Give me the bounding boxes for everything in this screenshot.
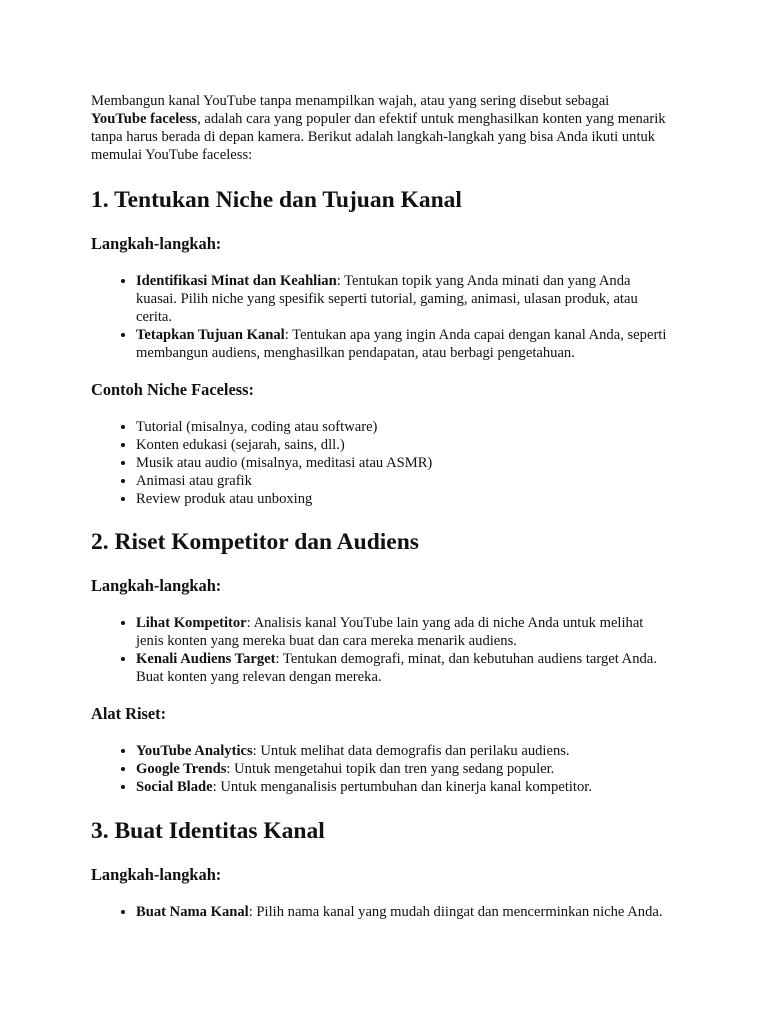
list-item [136,326,668,362]
list-item-text: : Tentukan apa yang ingin Anda capai dengan kanal Anda, seperti membangun audiens, menghasilkan pendapatan, atau berbagi pengetahuan. [136,327,667,361]
intro-paragraph [91,92,668,164]
list-item: • Review produk atau unboxing [136,490,668,508]
list-item [136,742,668,760]
intro-text-start: Membangun kanal YouTube tanpa menampilkan wajah, atau yang sering disebut sebagai [91,93,610,109]
list-item-term: Google Trends [136,761,227,777]
list-item [136,614,668,650]
list-item-term: Identifikasi Minat dan Keahlian [136,273,337,289]
list-item [136,903,668,921]
section-1-examples-list [91,418,668,508]
section-1-steps-list [91,272,668,362]
list-item-text: : Tentukan topik yang Anda minati dan yang Anda kuasai. Pilih niche yang spesifik seperti tutorial, gaming, animasi, ulasan produk, atau cerita. [136,273,638,325]
intro-text-end: , adalah cara yang populer dan efektif untuk menghasilkan konten yang menarik tanpa harus berada di depan kamera. Berikut adalah langkah-langkah yang bisa Anda ikuti untuk memulai YouTube faceless: [91,111,666,163]
list-item: • Tutorial (misalnya, coding atau software) [136,418,668,436]
list-item [136,650,668,686]
list-item: • Animasi atau grafik [136,472,668,490]
list-item-term: Kenali Audiens Target [136,651,276,667]
list-item-text: : Untuk menganalisis pertumbuhan dan kinerja kanal kompetitor. [212,779,592,795]
list-item-term: Tetapkan Tujuan Kanal [136,327,285,343]
section-2-steps-heading: Langkah-langkah: [91,576,222,595]
list-item-term: Lihat Kompetitor [136,615,247,631]
list-item [136,760,668,778]
list-item: • Konten edukasi (sejarah, sains, dll.) [136,436,668,454]
list-item-text: : Pilih nama kanal yang mudah diingat dan mencerminkan niche Anda. [248,904,663,920]
section-3-steps-list [91,903,668,921]
section-2-heading: 2. Riset Kompetitor dan Audiens [91,529,419,555]
section-1-sub-heading: Contoh Niche Faceless: [91,380,254,399]
list-item: • Musik atau audio (misalnya, meditasi atau ASMR) [136,454,668,472]
list-item-term: Buat Nama Kanal [136,904,249,920]
intro-bold-term: YouTube faceless [91,111,198,127]
section-3-steps-heading: Langkah-langkah: [91,865,222,884]
section-1-heading: 1. Tentukan Niche dan Tujuan Kanal [91,187,462,213]
section-1-steps-heading: Langkah-langkah: [91,234,222,253]
list-item-term: YouTube Analytics [136,743,253,759]
list-item-text: : Analisis kanal YouTube lain yang ada di niche Anda untuk melihat jenis konten yang mereka buat dan cara mereka menarik audiens. [136,615,644,649]
list-item-text: : Untuk mengetahui topik dan tren yang sedang populer. [226,761,555,777]
section-2-tools-list [91,742,668,796]
list-item [136,778,668,796]
list-item-term: Social Blade [136,779,213,795]
list-item-text: : Tentukan demografi, minat, dan kebutuhan audiens target Anda. Buat konten yang relevan dengan mereka. [136,651,657,685]
section-3-heading: 3. Buat Identitas Kanal [91,818,325,844]
section-2-steps-list [91,614,668,686]
list-item-text: : Untuk melihat data demografis dan perilaku audiens. [252,743,570,759]
section-2-sub-heading: Alat Riset: [91,704,167,723]
list-item [136,272,668,326]
